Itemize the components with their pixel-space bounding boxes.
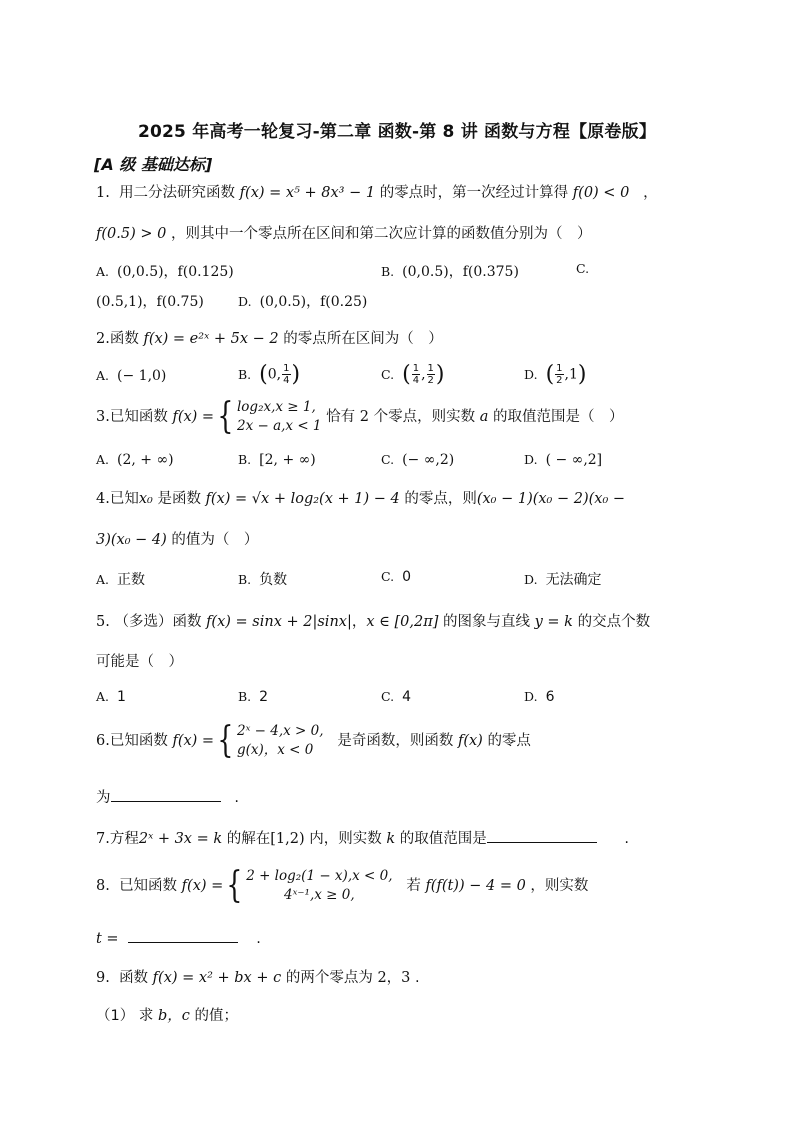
question-number: 1. [96, 185, 110, 201]
option-c[interactable]: C. 4 [381, 689, 412, 705]
question-3-line-1: 3.已知函数 f(x) ={ log₂x,x ≥ 1, 2x − a,x < 1 恰有 2 个零点，则实数 a 的取值范围是（ ） [96, 396, 624, 437]
option-b[interactable]: B. (0, $\frac{1}{4}$ ) [238, 362, 301, 387]
option-d[interactable]: D. 6 [524, 689, 555, 705]
option-b[interactable]: B. (0,0.5)，f(0.375) [381, 264, 519, 280]
question-9-sub-1: （1） 求 b，c 的值； [96, 1008, 238, 1024]
option-a[interactable]: A. 正数 [96, 572, 146, 588]
math-expression: f(x) = x⁵ + 8x³ − 1 [239, 185, 376, 201]
question-5-line-2: 可能是（ ） [96, 654, 183, 670]
answer-blank[interactable] [111, 787, 221, 802]
piecewise-cases: 2ˣ − 4,x > 0, g(x)，x < 0 [236, 723, 324, 758]
piecewise-cases: log₂x,x ≥ 1, 2x − a,x < 1 [236, 399, 322, 434]
question-9-line-1: 9. 函数 f(x) = x² + bx + c 的两个零点为 2，3 . [96, 970, 420, 986]
question-8-line-1: 8. 已知函数 f(x) ={ 2 + log₂(1 − x),x < 0, 4ˣ⁻¹,x ≥ 0, 若 f(f(t)) − 4 = 0 ，则实数 [96, 865, 589, 906]
question-7-line-1: 7.方程2ˣ + 3x = k 的解在[1,2) 内，则实数 k 的取值范围是 . [96, 827, 629, 848]
question-1-line-1: 1. 用二分法研究函数 f(x) = x⁵ + 8x³ − 1 的零点时，第一次经过计算得 f(0) < 0 ， [96, 185, 658, 201]
math-expression: f(0.5) > 0 [96, 226, 167, 242]
question-6-line-2: 为 . [96, 786, 239, 807]
option-a[interactable]: A. (0,0.5)，f(0.125) [96, 264, 234, 280]
question-1-line-2: f(0.5) > 0 ，则其中一个零点所在区间和第二次应计算的函数值分别为（ ） [96, 226, 592, 242]
page-title: 2025 年高考一轮复习-第二章 函数-第 8 讲 函数与方程【原卷版】 [137, 122, 657, 142]
option-a[interactable]: A. (− 1,0) [96, 368, 167, 384]
option-d[interactable]: D. (0,0.5)，f(0.25) [238, 294, 368, 310]
math-expression: f(x) = √x + log₂(x + 1) − 4 [205, 491, 400, 507]
option-c[interactable]: C. (− ∞,2) [381, 452, 455, 468]
option-b[interactable]: B. 负数 [238, 572, 288, 588]
math-expression: f(x) = sinx + 2|sinx| [206, 614, 352, 630]
math-expression: f(x) = e²ˣ + 5x − 2 [143, 331, 279, 347]
piecewise-cases: 2 + log₂(1 − x),x < 0, 4ˣ⁻¹,x ≥ 0, [246, 868, 393, 903]
question-6-line-1: 6.已知函数 f(x) ={ 2ˣ − 4,x > 0, g(x)，x < 0 是奇函数，则函数 f(x) 的零点 [96, 720, 531, 761]
option-c[interactable]: (0.5,1)，f(0.75) [96, 294, 204, 310]
option-d[interactable]: D. ( $\frac{1}{2}$ ,1) [524, 362, 587, 387]
question-4-line-1: 4.已知x₀ 是函数 f(x) = √x + log₂(x + 1) − 4 的零点，则(x₀ − 1)(x₀ − 2)(x₀ − [96, 491, 626, 507]
option-a[interactable]: A. (2, + ∞) [96, 452, 174, 468]
math-expression: 2ˣ + 3x = k [138, 831, 223, 847]
option-c[interactable]: C. ( $\frac{1}{4}$ , $\frac{1}{2}$ ) [381, 362, 445, 387]
question-2-line-1: 2.函数 f(x) = e²ˣ + 5x − 2 的零点所在区间为（ ） [96, 331, 443, 347]
option-c-label[interactable]: C. [576, 261, 590, 276]
option-c[interactable]: C. 0 [381, 569, 412, 585]
option-d[interactable]: D. ( − ∞,2] [524, 452, 603, 468]
question-5-line-1: 5. （多选）函数 f(x) = sinx + 2|sinx|，x ∈ [0,2π] 的图象与直线 y = k 的交点个数 [96, 614, 651, 630]
math-expression: f(x) = x² + bx + c [152, 970, 282, 986]
option-d[interactable]: D. 无法确定 [524, 572, 602, 588]
math-expression: f(0) < 0 [572, 185, 630, 201]
question-8-line-2: t = . [96, 928, 261, 947]
option-a[interactable]: A. 1 [96, 689, 126, 705]
question-4-line-2: 3)(x₀ − 4) 的值为（ ） [96, 532, 259, 548]
answer-blank[interactable] [128, 928, 238, 943]
option-b[interactable]: B. [2, + ∞) [238, 452, 316, 468]
section-heading: [A 级 基础达标] [94, 155, 213, 174]
option-b[interactable]: B. 2 [238, 689, 269, 705]
answer-blank[interactable] [487, 828, 597, 843]
